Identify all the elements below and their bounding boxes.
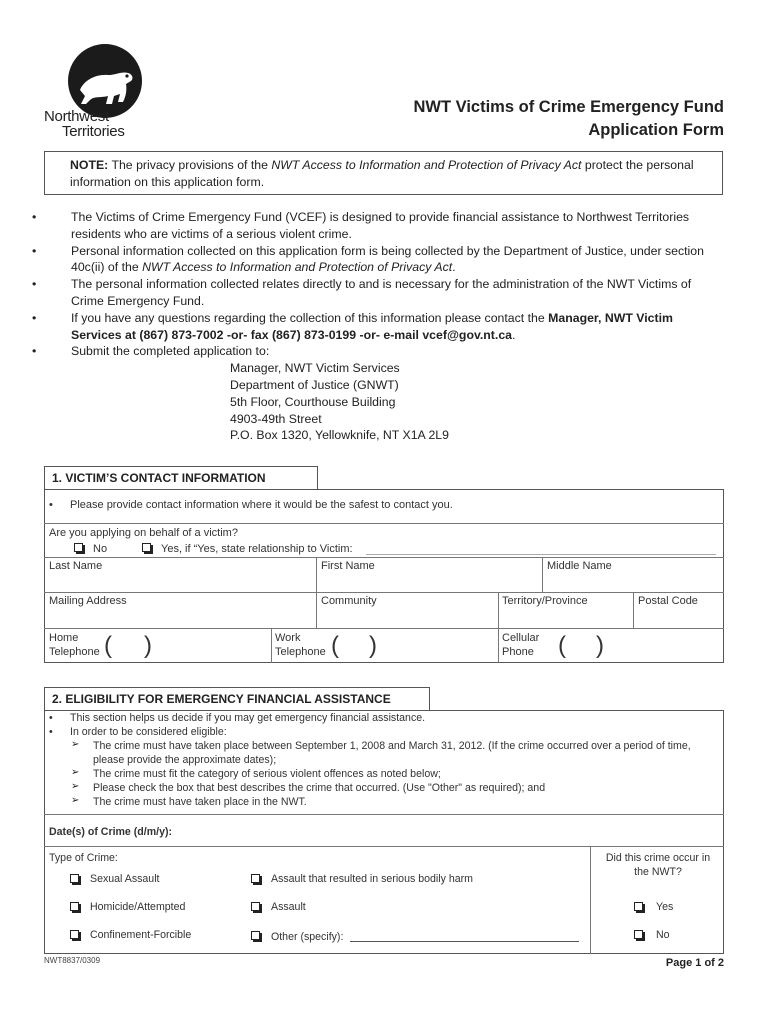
arrow-bullet-icon: ➢ bbox=[71, 767, 80, 778]
behalf-question: Are you applying on behalf of a victim? bbox=[49, 527, 238, 539]
bullet-dot: • bbox=[49, 726, 53, 738]
divider bbox=[44, 523, 724, 524]
nwt-question-1: Did this crime occur in bbox=[605, 852, 711, 864]
middle-name-label: Middle Name bbox=[547, 560, 612, 572]
home-label-1: Home bbox=[49, 632, 79, 644]
checkbox-sexual-assault[interactable] bbox=[70, 874, 79, 883]
relationship-input[interactable] bbox=[366, 554, 716, 555]
crime-dates-label: Date(s) of Crime (d/m/y): bbox=[49, 826, 173, 838]
confinement-label: Confinement-Forcible bbox=[90, 929, 192, 941]
title-line2: Application Form bbox=[588, 121, 724, 139]
work-telephone-label bbox=[275, 631, 326, 659]
intro-bullets bbox=[30, 209, 725, 444]
privacy-note bbox=[70, 157, 720, 191]
address-line: Manager, NWT Victim Services bbox=[230, 361, 400, 376]
home-telephone-label bbox=[49, 631, 100, 659]
note-text2: protect the personal information on this application form. bbox=[70, 158, 694, 189]
divider bbox=[44, 592, 724, 593]
crime-type-label: Type of Crime: bbox=[49, 852, 118, 864]
logo-line2: Territories bbox=[62, 123, 125, 140]
criteria-3: Please check the box that best describes the crime that occurred. (Use "Other" as required); and bbox=[93, 782, 546, 794]
cell-label-1: Cellular bbox=[502, 632, 540, 644]
page-number: Page 1 of 2 bbox=[665, 957, 724, 969]
home-label-2: Telephone bbox=[49, 646, 100, 658]
intro-bullet-5: • Submit the completed application to: bbox=[32, 344, 270, 359]
intro-bullet-3: • The personal information collected relates directly to and is necessary for the administration of the NWT Victims of Crime Emergency Fund. bbox=[32, 277, 692, 308]
intro-bullet-4: • If you have any questions regarding the collection of this information please contact the Manager, NWT Victim Services at (867) 873-7002 -or- fax (867) 873-0199 -or- e-mail vcef@gov.nt.ca. bbox=[32, 310, 673, 342]
area-code-open: ( bbox=[104, 632, 112, 659]
assault-label: Assault bbox=[271, 901, 306, 913]
intro-b2a: Personal information collected on this application form is being collected by the Department of Justice, under section 40c(ii) of the bbox=[71, 243, 704, 275]
form-code: NWT8837/0309 bbox=[44, 956, 101, 965]
divider bbox=[590, 846, 591, 954]
intro-b1: The Victims of Crime Emergency Fund (VCEF) is designed to provide financial assistance to Northwest Territories residents who are victims of a serious violent crime. bbox=[71, 210, 690, 241]
sexual-assault-label: Sexual Assault bbox=[90, 873, 160, 885]
criteria-2: The crime must fit the category of serious violent offences as noted below; bbox=[93, 768, 441, 780]
page-title bbox=[413, 96, 724, 142]
first-name-label: First Name bbox=[321, 560, 375, 572]
checkbox-assault[interactable] bbox=[251, 902, 260, 911]
nwt-yes-label: Yes bbox=[656, 901, 674, 913]
intro-bullet-2: • Personal information collected on this application form is being collected by the Department of Justice, under section 40c(ii) of the NWT Access to Information and Protection of Privacy Act. bbox=[32, 243, 704, 275]
nwt-question bbox=[594, 851, 722, 879]
nwt-logo-circle bbox=[68, 44, 142, 118]
work-label-2: Telephone bbox=[275, 646, 326, 658]
divider bbox=[316, 557, 317, 592]
checkbox-no[interactable] bbox=[74, 543, 83, 552]
divider bbox=[542, 557, 543, 592]
option-no-label: No bbox=[93, 543, 108, 555]
cellular-phone-label bbox=[502, 631, 539, 659]
other-label: Other (specify): bbox=[271, 931, 344, 943]
checkbox-nwt-no[interactable] bbox=[634, 930, 643, 939]
intro-b5: Submit the completed application to: bbox=[71, 344, 270, 359]
divider bbox=[498, 592, 499, 628]
address-line: P.O. Box 1320, Yellowknife, NT X1A 2L9 bbox=[230, 428, 449, 443]
territory-label: Territory/Province bbox=[502, 595, 588, 607]
last-name-label: Last Name bbox=[49, 560, 103, 572]
mailing-address-label: Mailing Address bbox=[49, 595, 127, 607]
bullet-dot: • bbox=[49, 499, 53, 511]
logo-wordmark bbox=[44, 109, 125, 139]
divider bbox=[633, 592, 634, 628]
arrow-bullet-icon: ➢ bbox=[71, 795, 80, 806]
nwt-question-2: the NWT? bbox=[634, 866, 682, 878]
intro-b4a: If you have any questions regarding the collection of this information please contact the bbox=[71, 310, 549, 325]
arrow-bullet-icon: ➢ bbox=[71, 781, 80, 792]
option-yes-label: Yes, if “Yes, state relationship to Victim: bbox=[161, 543, 353, 555]
title-line1: NWT Victims of Crime Emergency Fund bbox=[413, 98, 724, 116]
bullet-dot: • bbox=[49, 712, 53, 724]
section1-bullet: Please provide contact information where it would be the safest to contact you. bbox=[70, 499, 453, 511]
checkbox-homicide[interactable] bbox=[70, 902, 79, 911]
divider bbox=[316, 592, 317, 628]
divider bbox=[44, 557, 724, 558]
arrow-bullet-icon: ➢ bbox=[71, 739, 80, 750]
address-line: 4903-49th Street bbox=[230, 411, 322, 426]
nwt-no-label: No bbox=[656, 929, 670, 941]
section2-b2: In order to be considered eligible: bbox=[70, 726, 227, 738]
assault-bodily-harm-label: Assault that resulted in serious bodily harm bbox=[271, 873, 473, 885]
checkbox-nwt-yes[interactable] bbox=[634, 902, 643, 911]
note-act: NWT Access to Information and Protection of Privacy Act bbox=[271, 158, 582, 172]
criteria-4: The crime must have taken place in the NWT. bbox=[93, 796, 307, 808]
area-code-open: ( bbox=[558, 632, 566, 659]
checkbox-other[interactable] bbox=[251, 931, 260, 940]
intro-b3: The personal information collected relates directly to and is necessary for the administration of the NWT Victims of Crime Emergency Fund. bbox=[71, 277, 692, 308]
polar-bear-icon bbox=[68, 44, 142, 118]
note-text1: The privacy provisions of the bbox=[108, 158, 272, 172]
divider bbox=[271, 628, 272, 663]
intro-b2-act: NWT Access to Information and Protection of Privacy Act bbox=[142, 260, 453, 275]
divider bbox=[498, 628, 499, 663]
community-label: Community bbox=[321, 595, 377, 607]
divider bbox=[44, 628, 724, 629]
checkbox-assault-bodily-harm[interactable] bbox=[251, 874, 260, 883]
mailing-address-block bbox=[30, 360, 725, 444]
address-line: 5th Floor, Courthouse Building bbox=[230, 394, 396, 409]
section2-b1: This section helps us decide if you may get emergency financial assistance. bbox=[70, 712, 426, 724]
logo-line1: Northwest bbox=[44, 108, 109, 125]
homicide-label: Homicide/Attempted bbox=[90, 901, 186, 913]
postal-code-label: Postal Code bbox=[638, 595, 698, 607]
area-code-close: ) bbox=[369, 632, 377, 659]
address-line: Department of Justice (GNWT) bbox=[230, 377, 399, 392]
cell-label-2: Phone bbox=[502, 646, 534, 658]
section1-title: 1. VICTIM’S CONTACT INFORMATION bbox=[44, 466, 318, 490]
work-label-1: Work bbox=[275, 632, 301, 644]
intro-b4b: . bbox=[512, 327, 516, 342]
intro-b2b: . bbox=[452, 260, 456, 275]
area-code-open: ( bbox=[331, 632, 339, 659]
area-code-close: ) bbox=[144, 632, 152, 659]
other-specify-input[interactable] bbox=[350, 941, 579, 942]
checkbox-confinement[interactable] bbox=[70, 930, 79, 939]
divider bbox=[44, 846, 724, 847]
note-label: NOTE: bbox=[70, 158, 109, 172]
checkbox-yes[interactable] bbox=[142, 543, 151, 552]
contact-info: Manager, NWT Victim Services at (867) 873-7002 -or- fax (867) 873-0199 -or- e-mail vcef@gov.nt.ca bbox=[71, 310, 673, 342]
section2-title: 2. ELIGIBILITY FOR EMERGENCY FINANCIAL ASSISTANCE bbox=[44, 687, 430, 711]
intro-bullet-1: • The Victims of Crime Emergency Fund (VCEF) is designed to provide financial assistance to Northwest Territories residents who are victims of a serious violent crime. bbox=[32, 210, 690, 241]
divider bbox=[44, 814, 724, 815]
area-code-close: ) bbox=[596, 632, 604, 659]
criteria-1: The crime must have taken place between September 1, 2008 and March 31, 2012. (If the crime occurred over a period of time, please provide the approximate dates); bbox=[93, 740, 691, 766]
